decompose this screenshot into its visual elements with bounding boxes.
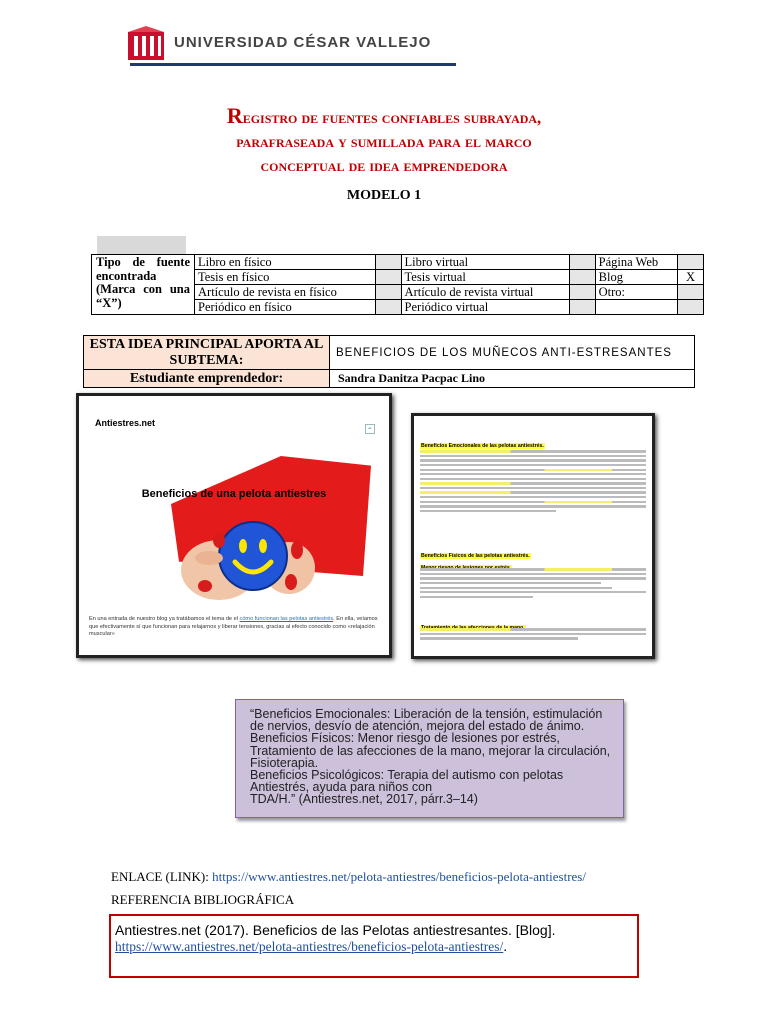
option-label: Artículo de revista virtual (401, 285, 569, 300)
idea-table (83, 335, 695, 388)
reference-text-block (115, 922, 635, 955)
option-label: Tesis virtual (401, 270, 569, 285)
image-caption (89, 616, 381, 639)
mark-cell[interactable] (678, 255, 704, 270)
document-title (0, 104, 768, 178)
source-link[interactable]: https://www.antiestres.net/pelota-antiestres/beneficios-pelota-antiestres/ (212, 869, 586, 884)
option-label: Blog (595, 270, 677, 285)
reference-box (109, 914, 639, 978)
doc-heading-1: Beneficios Emocionales de las pelotas antiestrés. (421, 443, 544, 449)
student-value[interactable]: Sandra Danitza Pacpac Lino (330, 370, 695, 388)
option-label: Periódico en físico (195, 300, 376, 315)
title-line-3: conceptual de idea emprendedora (260, 156, 508, 175)
table-row (84, 370, 695, 388)
table-row (84, 336, 695, 370)
header-rule (130, 63, 456, 66)
mark-cell[interactable] (678, 285, 704, 300)
doc-paragraph-2 (414, 566, 652, 600)
title-line-1: egistro de fuentes confiables subrayada, (242, 108, 542, 127)
mark-cell[interactable] (375, 255, 401, 270)
reference-link[interactable]: https://www.antiestres.net/pelota-antiestres/beneficios-pelota-antiestres/ (115, 939, 504, 954)
university-logo-icon (128, 26, 164, 60)
mark-cell[interactable] (375, 285, 401, 300)
option-label: Tesis en físico (195, 270, 376, 285)
quote-text (250, 708, 620, 806)
stress-ball-icon (179, 500, 319, 606)
option-label: Otro: (595, 285, 677, 300)
caption-link[interactable]: cómo funcionan las pelotas antiestrés (239, 616, 334, 622)
quote-line: de nervios, desvío de atención, mejora del estado de ánimo. (250, 719, 585, 734)
mark-cell[interactable] (375, 300, 401, 315)
quote-line: TDA/H.” (Antiestres.net, 2017, párr.3–14) (250, 792, 478, 807)
quote-line: Fisioterapia. (250, 755, 319, 770)
table-row (92, 255, 704, 270)
reference-label: REFERENCIA BIBLIOGRÁFICA (111, 892, 295, 907)
quote-line: “Beneficios Emocionales: Liberación de la tensión, estimulación (250, 707, 603, 721)
doc-heading-2: Beneficios Físicos de las pelotas antiestrés. (421, 553, 530, 559)
option-label: Página Web (595, 255, 677, 270)
subtopic-value[interactable]: BENEFICIOS DE LOS MUÑECOS ANTI-ESTRESANTES (330, 336, 695, 370)
link-label: ENLACE (LINK): (111, 869, 213, 884)
mark-cell[interactable] (569, 270, 595, 285)
option-label: Libro en físico (195, 255, 376, 270)
student-label: Estudiante emprendedor: (84, 370, 330, 388)
blog-mark-cell[interactable]: X (678, 270, 704, 285)
quote-line: Antiestrés, ayuda para niños con (250, 780, 433, 795)
option-label (595, 300, 677, 315)
caption-text-a: En una entrada de nuestro blog ya tratábamos el tema de el (89, 616, 238, 622)
university-name: UNIVERSIDAD CÉSAR VALLEJO (174, 34, 432, 51)
quote-line: Beneficios Físicos: Menor riesgo de lesiones por estrés, (250, 731, 560, 746)
mark-cell[interactable] (569, 300, 595, 315)
table-tab-shading (97, 236, 186, 254)
reference-url-suffix: . (503, 938, 508, 954)
image-heading: Beneficios de una pelota antiestres (141, 488, 327, 500)
model-label: MODELO 1 (346, 188, 422, 203)
option-label: Periódico virtual (401, 300, 569, 315)
subtopic-label: ESTA IDEA PRINCIPAL APORTA AL SUBTEMA: (84, 336, 330, 370)
caption-text-b: . En ella, veíamos que efectivamente sí que funcionan para relajarnos y liberar tensiones, gracias al efecto conocido como «relajación muscular» (89, 616, 378, 637)
source-type-header: Tipo de fuente encontrada (Marca con una “X”) (92, 255, 195, 315)
share-icon: ≡ (365, 424, 375, 434)
quote-box (235, 699, 624, 818)
source-type-table (91, 254, 704, 315)
mark-cell[interactable] (678, 300, 704, 315)
mark-cell[interactable] (375, 270, 401, 285)
reference-citation: Antiestres.net (2017). Beneficios de las Pelotas antiestresantes. [Blog]. (115, 922, 556, 938)
doc-paragraph-3 (414, 626, 652, 642)
option-label: Artículo de revista en físico (195, 285, 376, 300)
mark-cell[interactable] (569, 285, 595, 300)
quote-line: Beneficios Psicológicos: Terapia del autismo con pelotas (250, 768, 564, 783)
option-label: Libro virtual (401, 255, 569, 270)
blog-screenshot-image (79, 396, 389, 655)
doc-paragraph-1 (414, 448, 652, 514)
link-line (111, 869, 586, 885)
title-initial: R (226, 103, 243, 128)
site-name: Antiestres.net (95, 418, 156, 428)
quote-line: Tratamiento de las afecciones de la mano, mejorar la circulación, (250, 743, 611, 758)
title-line-2: parafraseada y sumillada para el marco (236, 132, 532, 151)
document-screenshot-image (414, 416, 652, 656)
mark-cell[interactable] (569, 255, 595, 270)
